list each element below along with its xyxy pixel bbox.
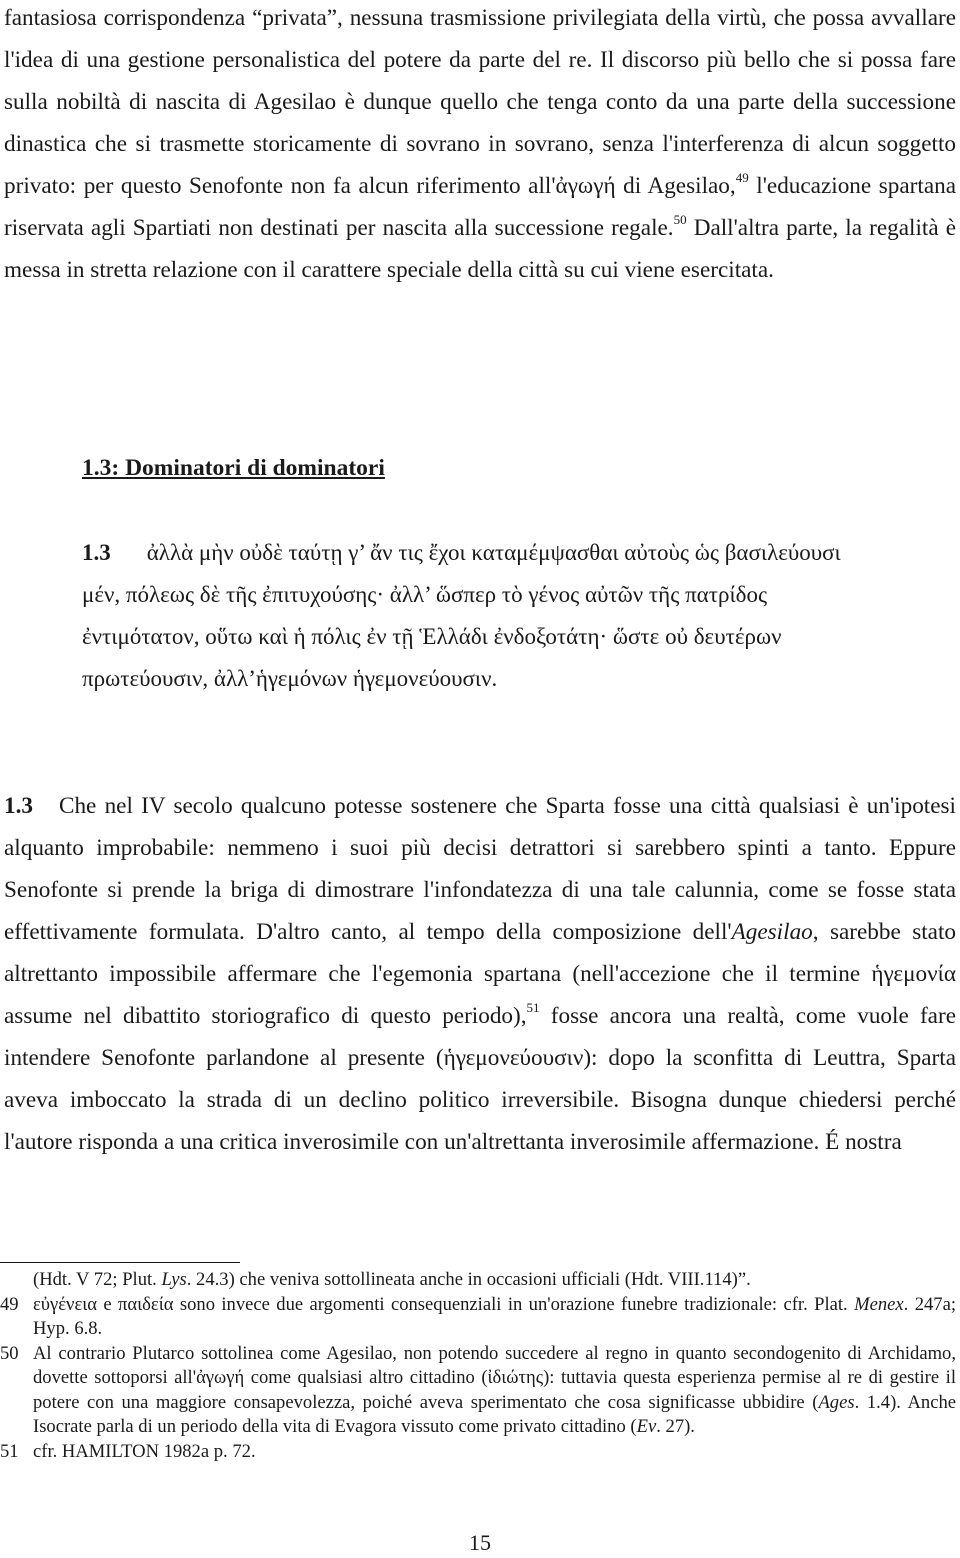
footnote-51: 51 cfr. HAMILTON 1982a p. 72. <box>0 1440 956 1465</box>
paragraph-text: Dall'altra parte, la regalità è messa in stretta relazione con il carattere speciale della città su cui viene esercitata. <box>4 215 956 283</box>
paragraph-text: fantasiosa corrispondenza “privata”, nessuna trasmissione privilegiata della virtù, che possa avvallare l'idea di una gestione personalistica del potere da parte del re. Il discorso più bello che si possa fare sulla nobiltà di nascita di Agesilao è dunque quello che tenga conto da una parte della successione dinastica che si trasmette storicamente di sovrano in sovrano, senza l'interferenza di alcun soggetto privato: per questo Senofonte non fa alcun riferimento all'ἀγωγή di Agesilao, <box>4 5 956 199</box>
footnote-number: 49 <box>0 1293 19 1315</box>
footnote-ref-51[interactable]: 51 <box>526 1000 540 1015</box>
footnote-continuation: (Hdt. V 72; Plut. Lys. 24.3) che veniva sottollineata anche in occasioni ufficiali (Hdt. VIII.114)”. <box>33 1269 751 1290</box>
paragraph-text: fosse ancora una realtà, come vuole fare intendere Senofonte parlandone al presente (ἡγεμονεύουσιν): dopo la sconfitta di Leuttra, Sparta aveva imboccato la strada di un declino politico irreversibile. Bisogna dunque chiedersi perché l'autore risponda a una critica inverosimile con un'altrettanta inverosimile affermazione. É nostra <box>4 1003 956 1155</box>
section-heading: 1.3: Dominatori di dominatori <box>82 455 385 481</box>
footnote-49: 49 εὐγένεια e παιδεία sono invece due argomenti consequenziali in un'orazione funebre tradizionale: cfr. Plat. Menex. 247a; Hyp. 6.8. <box>0 1293 956 1342</box>
paragraph-text: Che nel IV secolo qualcuno potesse sostenere che Sparta fosse una città qualsiasi è un'ipotesi alquanto improbabile: nemmeno i suoi più decisi detrattori si sarebbero spinti a tanto. Eppure Senofonte si prende la briga di dimostrare l'infondatezza di una tale calunnia, come se fosse stata effettivamente formulata. D'altro canto, al tempo della composizione dell' <box>4 793 956 945</box>
paragraph-text: l'educazione spartana riservata agli Spartiati non destinati per nascita alla successione regale. <box>4 173 956 241</box>
quotation-number: 1.3 <box>82 540 111 565</box>
greek-quotation <box>82 532 882 700</box>
greek-text: ἀλλὰ μὴν οὐδὲ ταύτῃ γ’ ἄν τις ἔχοι καταμέμψασθαι αὐτοὺς ὡς βασιλεύουσι μέν, πόλεως δὲ τῆς ἐπιτυχούσης· ἀλλ’ ὥσπερ τὸ γένος αὐτῶν τῆς πατρίδος ἐντιμότατον, οὕτω καὶ ἡ πόλις ἐν τῇ Ἑλλάδι ἐνδοξοτάτη· ὥστε οὐ δευτέρων πρωτεύουσιν, ἀλλ’ἡγεμόνων ἡγεμονεύουσιν. <box>82 540 841 691</box>
body-paragraph-1 <box>4 0 956 291</box>
footnote-ref-50[interactable]: 50 <box>673 212 687 227</box>
body-paragraph-2 <box>4 785 956 1163</box>
footnote-separator <box>0 1262 240 1263</box>
footnotes <box>0 1268 956 1464</box>
section-number: 1.3 <box>4 793 33 819</box>
italic-title: Agesilao <box>731 919 813 945</box>
footnote-number: 50 <box>0 1342 19 1364</box>
footnote-ref-49[interactable]: 49 <box>735 170 749 185</box>
paragraph-text: , sarebbe stato altrettanto impossibile affermare che l'egemonia spartana (nell'accezione che il termine ἡγεμονία assume nel dibattito storiografico di questo periodo), <box>4 919 956 1029</box>
page-number: 15 <box>469 1530 491 1555</box>
footnote-number: 51 <box>0 1440 19 1462</box>
footnote-50: 50 Al contrario Plutarco sottolinea come Agesilao, non potendo succedere al regno in quanto secondogenito di Archidamo, dovette sottoporsi all'ἀγωγή come qualsiasi altro cittadino (ἰδιώτης): tuttavia questa esperienza permise al re di gestire il potere con una maggiore consapevolezza, poiché aveva sperimentato che cosa significasse ubbidire (Ages. 1.4). Anche Isocrate parla di un periodo della vita di Evagora vissuto come privato cittadino (Ev. 27). <box>0 1342 956 1440</box>
